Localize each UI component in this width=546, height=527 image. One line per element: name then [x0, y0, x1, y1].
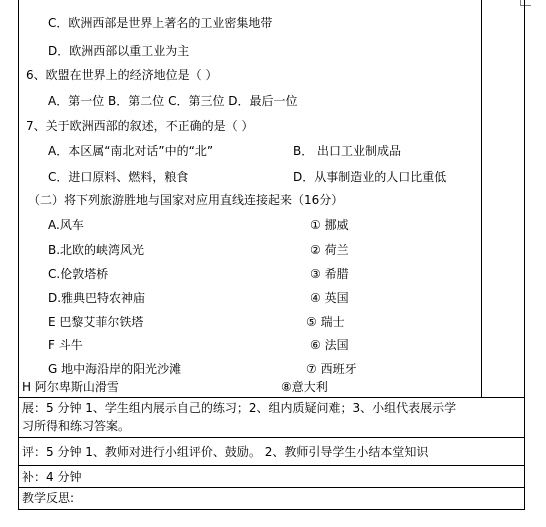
zhan-section-line-2: 习所得和练习答案。	[22, 419, 131, 433]
matching-left-item: A.风车	[48, 218, 84, 232]
section-2-heading: （二）将下列旅游胜地与国家对应用直线连接起来（16分）	[28, 193, 344, 207]
question-5-option-d: D．欧洲西部以重工业为主	[48, 44, 190, 58]
matching-right-item: ② 荷兰	[310, 243, 349, 257]
matching-left-item: G 地中海沿岸的阳光沙滩	[48, 362, 182, 376]
table-row-divider	[18, 437, 525, 438]
question-7: 7、关于欧洲西部的叙述，不正确的是（ ）	[26, 119, 254, 133]
matching-left-item: D.雅典巴特农神庙	[48, 291, 146, 305]
teaching-reflection: 教学反思:	[22, 491, 75, 505]
matching-right-item: ⑤ 瑞士	[306, 315, 345, 329]
question-6: 6、欧盟在世界上的经济地位是（ ）	[26, 68, 218, 82]
matching-left-item: C.伦敦塔桥	[48, 267, 109, 281]
table-row-divider	[18, 487, 525, 488]
table-border-left	[18, 0, 19, 510]
question-5-option-c: C．欧洲西部是世界上著名的工业密集地带	[48, 16, 273, 30]
matching-left-item: H 阿尔卑斯山滑雪	[22, 380, 119, 394]
table-row-divider	[18, 465, 525, 466]
table-border-bottom	[18, 509, 525, 510]
ping-section: 评：5 分钟 1、教师对进行小组评价、鼓励。 2、教师引导学生小结本堂知识	[22, 445, 429, 459]
question-7-option-c: C．进口原料、燃料，粮食	[48, 170, 189, 184]
matching-left-item: B.北欧的峡湾风光	[48, 243, 145, 257]
matching-right-item: ① 挪威	[310, 218, 349, 232]
corner-mark	[521, 5, 531, 6]
zhan-section-line-1: 展：5 分钟 1、学生组内展示自己的练习；2、组内质疑问难；3、小组代表展示学	[22, 401, 457, 415]
table-row-divider	[18, 397, 525, 398]
table-border-right	[524, 0, 525, 510]
question-7-option-d: D．从事制造业的人口比重低	[293, 170, 447, 184]
question-6-options: A．第一位 B．第二位 C．第三位 D．最后一位	[48, 94, 298, 108]
table-border-inner-right	[481, 0, 482, 398]
matching-right-item: ⑦ 西班牙	[306, 362, 357, 376]
matching-right-item: ③ 希腊	[310, 267, 349, 281]
matching-right-item: ⑧意大利	[281, 380, 328, 394]
matching-left-item: F 斗牛	[48, 338, 83, 352]
bu-section: 补：4 分钟	[22, 470, 82, 484]
matching-right-item: ④ 英国	[310, 291, 349, 305]
matching-right-item: ⑥ 法国	[310, 338, 349, 352]
matching-left-item: E 巴黎艾菲尔铁塔	[48, 315, 144, 329]
question-7-option-a: A．本区属“南北对话”中的“北”	[48, 144, 214, 158]
question-7-option-b: B． 出口工业制成品	[293, 144, 402, 158]
